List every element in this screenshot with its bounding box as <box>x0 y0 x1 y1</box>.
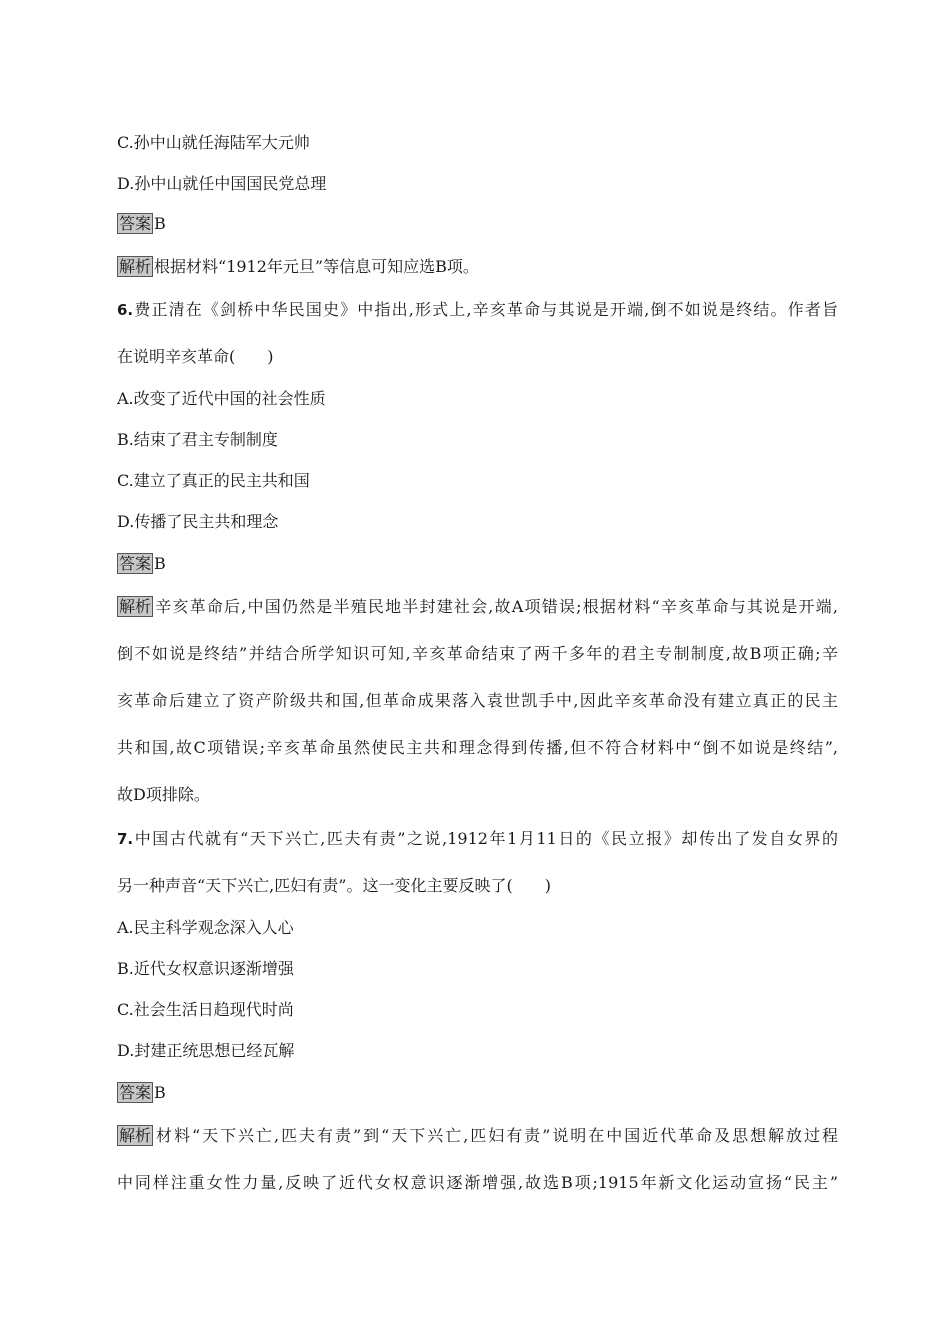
answer-tag: 答案 <box>119 214 152 233</box>
q7-option-c: C.社会生活日趋现代时尚 <box>117 1000 294 1019</box>
question-number: 6. <box>117 301 134 319</box>
q6-stem-line-2: 在说明辛亥革命( ) <box>117 347 274 366</box>
q5-answer <box>117 213 838 235</box>
analysis-text: 辛亥革命后,中国仍然是半殖民地半封建社会,故A项错误;根据材料“辛亥革命与其说是开端, <box>154 597 838 616</box>
q5-option-c: C.孙中山就任海陆军大元帅 <box>117 133 310 152</box>
q6-option-c: C.建立了真正的民主共和国 <box>117 471 310 490</box>
question-stem: 费正清在《剑桥中华民国史》中指出,形式上,辛亥革命与其说是开端,倒不如说是终结。作者旨 <box>133 300 838 319</box>
q6-option-a: A.改变了近代中国的社会性质 <box>117 389 326 408</box>
analysis-tag: 解析 <box>119 597 152 616</box>
answer-value: B <box>154 554 166 573</box>
answer-value: B <box>154 1083 166 1102</box>
q6-analysis-line-3: 亥革命后建立了资产阶级共和国,但革命成果落入袁世凯手中,因此辛亥革命没有建立真正的民主 <box>117 691 838 710</box>
q6-analysis-line-1 <box>117 596 838 618</box>
q7-answer <box>117 1082 838 1104</box>
q7-stem-line-2: 另一种声音“天下兴亡,匹妇有责”。这一变化主要反映了( ) <box>117 876 551 895</box>
q6-stem-line-1 <box>117 299 838 321</box>
q5-analysis <box>117 256 838 278</box>
q7-option-d: D.封建正统思想已经瓦解 <box>117 1041 295 1060</box>
q6-analysis-line-4: 共和国,故C项错误;辛亥革命虽然使民主共和理念得到传播,但不符合材料中“倒不如说是终结”, <box>117 738 838 757</box>
analysis-tag: 解析 <box>119 1126 152 1145</box>
analysis-tag: 解析 <box>119 257 152 276</box>
q7-option-a: A.民主科学观念深入人心 <box>117 918 294 937</box>
question-stem: 中国古代就有“天下兴亡,匹夫有责”之说,1912年1月11日的《民立报》却传出了发自女界的 <box>133 829 838 848</box>
q7-stem-line-1 <box>117 828 838 850</box>
analysis-text: 材料“天下兴亡,匹夫有责”到“天下兴亡,匹妇有责”说明在中国近代革命及思想解放过程 <box>154 1126 838 1145</box>
q6-analysis-line-5: 故D项排除。 <box>117 785 210 804</box>
answer-tag: 答案 <box>119 1083 152 1102</box>
answer-tag: 答案 <box>119 554 152 573</box>
question-number: 7. <box>117 830 134 848</box>
analysis-text: 根据材料“1912年元旦”等信息可知应选B项。 <box>154 257 479 276</box>
q6-option-b: B.结束了君主专制制度 <box>117 430 278 449</box>
q7-analysis-line-2: 中同样注重女性力量,反映了近代女权意识逐渐增强,故选B项;1915年新文化运动宣扬“民主” <box>117 1173 838 1192</box>
q6-option-d: D.传播了民主共和理念 <box>117 512 279 531</box>
q7-option-b: B.近代女权意识逐渐增强 <box>117 959 294 978</box>
q6-answer <box>117 553 838 575</box>
q6-analysis-line-2: 倒不如说是终结”并结合所学知识可知,辛亥革命结束了两千多年的君主专制制度,故B项正确;辛 <box>117 644 838 663</box>
q5-option-d: D.孙中山就任中国国民党总理 <box>117 174 327 193</box>
q7-analysis-line-1 <box>117 1125 838 1147</box>
answer-value: B <box>154 214 166 233</box>
